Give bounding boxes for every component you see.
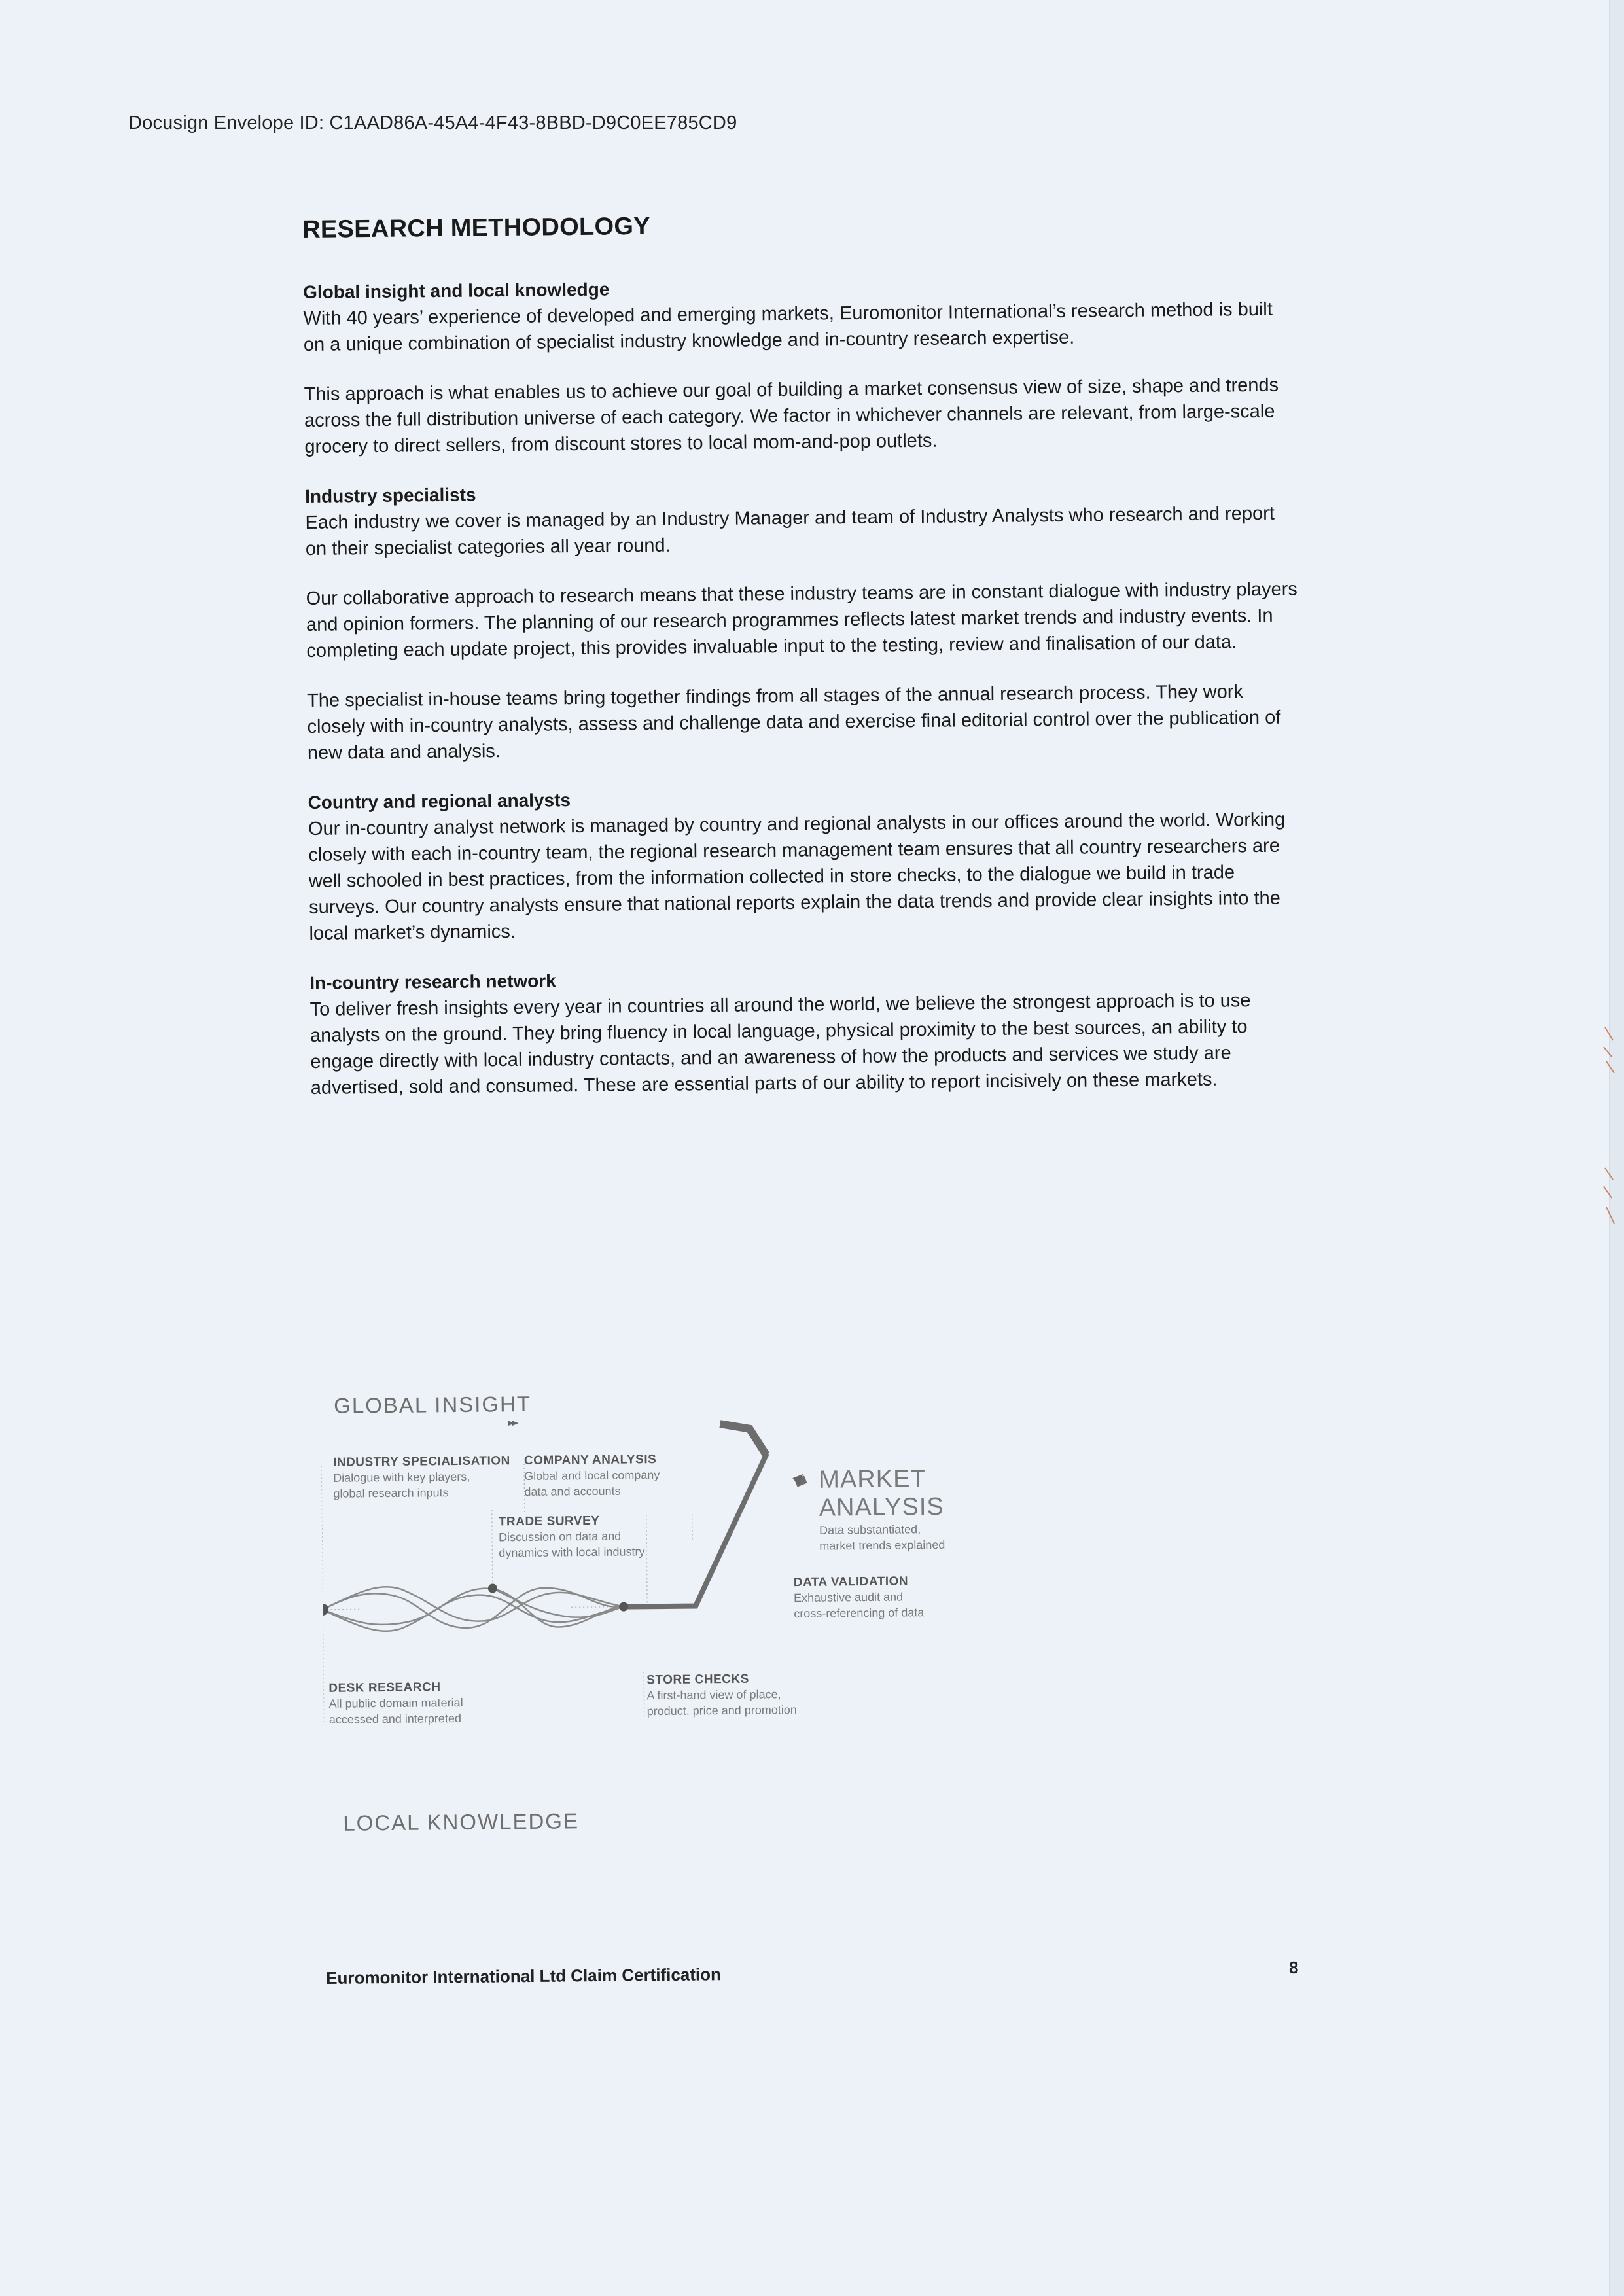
section-heading: Industry specialists — [304, 484, 476, 506]
node-desc: cross-referencing of data — [794, 1606, 925, 1621]
section-heading: In-country research network — [309, 970, 556, 993]
section-heading: Global insight and local knowledge — [302, 279, 610, 302]
node-data-validation — [794, 1574, 925, 1621]
footer-text: Euromonitor International Ltd Claim Certification — [326, 1964, 722, 1988]
paragraph: Our collaborative approach to research means that these industry teams are in constant dialogue with industry players and opinion formers. The planning of our research programmes reflects latest market trends and industry events. In completing each update project, this provides invaluable input to the testing, review and finalisation of our data. — [306, 578, 1297, 662]
node-desc: accessed and interpreted — [328, 1711, 462, 1726]
node-label: TRADE SURVEY — [498, 1513, 600, 1529]
section-global-insight — [303, 270, 1299, 460]
page-title: RESEARCH METHODOLOGY — [302, 212, 651, 243]
node-desk-research — [328, 1680, 463, 1727]
node-label: MARKET ANALYSIS — [819, 1465, 944, 1522]
node-desc: global research inputs — [333, 1486, 449, 1500]
paragraph: This approach is what enables us to achieve our goal of building a market consensus view of size, shape and trends across the full distribution universe of each category. We factor in whichever channels are relevant, from large-scale grocery to direct sellers, from discount stores to local mom-and-pop outlets. — [304, 374, 1279, 457]
section-country-regional — [308, 780, 1303, 947]
margin-scan-mark — [1600, 1021, 1618, 1112]
main-content — [302, 206, 1305, 1125]
node-label: STORE CHECKS — [646, 1672, 749, 1687]
node-industry-specialisation — [333, 1454, 511, 1502]
methodology-diagram — [321, 1387, 1032, 1852]
node-desc: A first-hand view of place, — [646, 1687, 781, 1703]
node-desc: Global and local company — [524, 1468, 660, 1483]
docusign-envelope-id: Docusign Envelope ID: C1AAD86A-45A4-4F43-8BBD-D9C0EE785CD9 — [128, 113, 737, 133]
node-desc: data and accounts — [524, 1484, 621, 1499]
scan-edge — [1609, 0, 1624, 2296]
node-desc: All public domain material — [328, 1695, 463, 1710]
paragraph: The specialist in-house teams bring together findings from all stages of the annual research process. They work closely with in-country analysts, assess and challenge data and exercise final editorial control over the publication of new data and analysis. — [306, 681, 1281, 764]
node-desc: Exhaustive audit and — [793, 1590, 904, 1605]
section-industry-specialists — [305, 474, 1302, 766]
node-desc: Data substantiated, — [819, 1523, 921, 1537]
node-desc: market trends explained — [819, 1538, 945, 1553]
node-desc: Discussion on data and — [499, 1529, 622, 1544]
section-in-country-network — [309, 961, 1305, 1101]
node-trade-survey — [499, 1513, 645, 1561]
node-desc: dynamics with local industry — [499, 1545, 645, 1560]
node-label: COMPANY ANALYSIS — [523, 1453, 657, 1468]
page-number: 8 — [1289, 1958, 1299, 1977]
node-label: INDUSTRY SPECIALISATION — [332, 1454, 510, 1470]
node-label: DESK RESEARCH — [328, 1680, 441, 1695]
node-store-checks — [646, 1672, 797, 1719]
local-knowledge-heading: LOCAL KNOWLEDGE — [343, 1809, 580, 1835]
node-market-analysis — [819, 1464, 1029, 1554]
node-desc: product, price and promotion — [646, 1703, 797, 1718]
node-desc: Dialogue with key players, — [333, 1470, 470, 1485]
paragraph: Our in-country analyst network is managed by country and regional analysts in our offices around the world. Working closely with each in-country team, the regional research management team ensures that all country researchers are well schooled in best practices, from the information collected in store checks, to the dialogue we build in trade surveys. Our country analysts ensure that national reports explain the data trends and provide clear insights into the local market’s dynamics. — [308, 809, 1286, 944]
section-heading: Country and regional analysts — [308, 790, 571, 813]
paragraph: To deliver fresh insights every year in countries all around the world, we believe the strongest approach is to use analysts on the ground. They bring fluency in local language, physical proximity to the best sources, an ability to engage directly with local industry contacts, and an awareness of how the products and services we study are advertised, sold and consumed. These are essential parts of our ability to report incisively on these markets. — [309, 990, 1251, 1099]
paragraph: With 40 years’ experience of developed and emerging markets, Euromonitor International’s research method is built on a unique combination of specialist industry knowledge and in-country research expertise. — [303, 298, 1273, 355]
margin-scan-mark — [1600, 1161, 1618, 1240]
node-company-analysis — [524, 1453, 660, 1500]
paragraph: Each industry we cover is managed by an Industry Manager and team of Industry Analysts who research and report on their specialist categories all year round. — [305, 503, 1275, 559]
global-insight-heading: GLOBAL INSIGHT — [333, 1391, 532, 1418]
node-label: DATA VALIDATION — [793, 1574, 909, 1590]
